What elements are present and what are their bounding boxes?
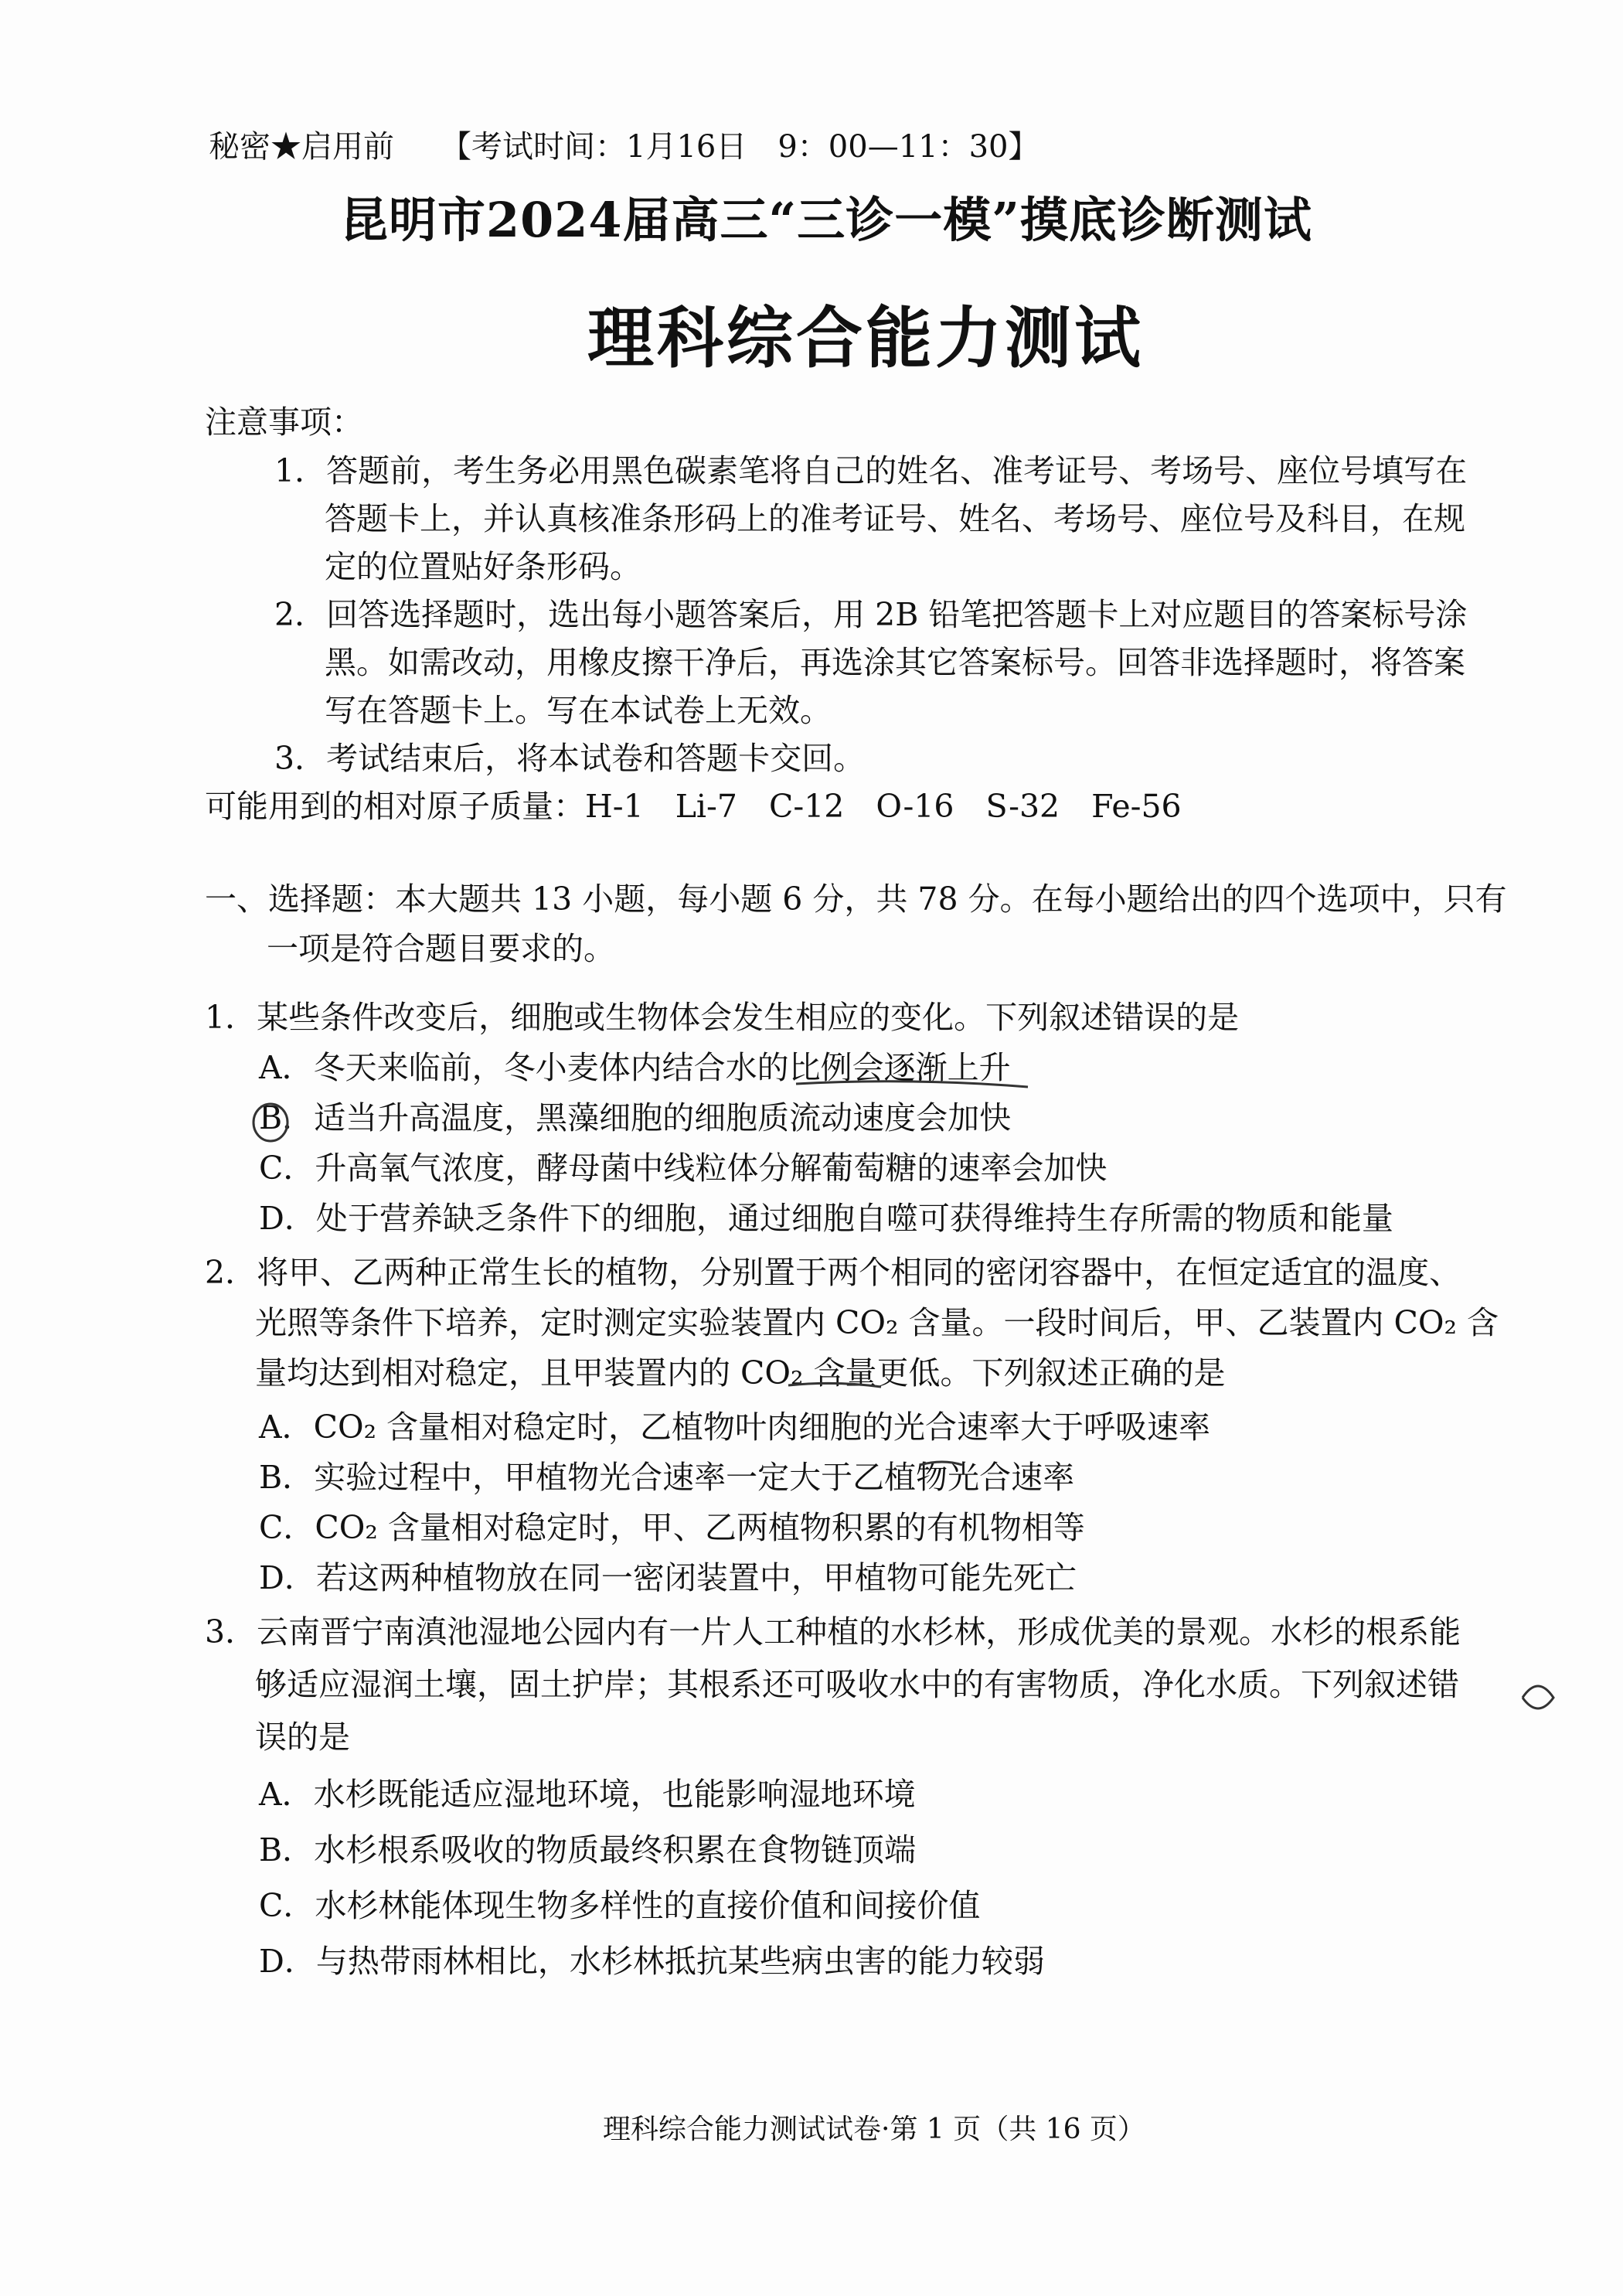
question-3-stem-line-1: 3．云南晋宁南滇池湿地公园内有一片人工种植的水杉林，形成优美的景观。水杉的根系能: [205, 1613, 1461, 1650]
question-1-option-c: C．升高氧气浓度，酵母菌中线粒体分解葡萄糖的速率会加快: [259, 1150, 1108, 1187]
question-2-option-c: C．CO₂ 含量相对稳定时，甲、乙两植物积累的有机物相等: [259, 1509, 1085, 1546]
underline-mark: [788, 1383, 881, 1387]
question-2-stem-line-2: 光照等条件下培养，定时测定实验装置内 CO₂ 含量。一段时间后，甲、乙装置内 CO₂ 含: [255, 1304, 1499, 1341]
question-3-stem-line-3: 误的是: [255, 1719, 350, 1756]
notice-text: 回答选择题时，选出每小题答案后，用 2B 铅笔把答题卡上对应题目的答案标号涂: [326, 596, 1468, 633]
confidential-label: 秘密★启用前: [209, 129, 394, 165]
underline-mark: [796, 1082, 1028, 1087]
question-3-option-c: C．水杉林能体现生物多样性的直接价值和间接价值: [259, 1887, 981, 1924]
notice-number: 1．: [274, 452, 327, 489]
dash-mark: [920, 1462, 962, 1465]
question-2-option-a: A．CO₂ 含量相对稳定时，乙植物叶肉细胞的光合速率大于呼吸速率: [259, 1409, 1211, 1446]
question-1-option-b: B．适当升高温度，黑藻细胞的细胞质流动速度会加快: [259, 1099, 1012, 1136]
question-1-option-d: D．处于营养缺乏条件下的细胞，通过细胞自噬可获得维持生存所需的物质和能量: [259, 1200, 1393, 1237]
exam-time: 【考试时间：1月16日 9：00—11：30】: [441, 129, 1039, 165]
notice-2-line-2: 黑。如需改动，用橡皮擦干净后，再选涂其它答案标号。回答非选择题时，将答案: [325, 644, 1465, 681]
circle-mark: [1523, 1686, 1553, 1708]
answer-circle-mark: [253, 1104, 288, 1141]
question-2-stem-line-3: 量均达到相对稳定，且甲装置内的 CO₂ 含量更低。下列叙述正确的是: [255, 1354, 1226, 1392]
question-2-option-d: D．若这两种植物放在同一密闭装置中，甲植物可能先死亡: [259, 1559, 1077, 1596]
question-2-option-b: B．实验过程中，甲植物光合速率一定大于乙植物光合速率: [259, 1459, 1075, 1496]
notice-1-line-2: 答题卡上，并认真核准条形码上的准考证号、姓名、考场号、座位号及科目，在规: [325, 500, 1465, 537]
notice-text: 答题前，考生务必用黑色碳素笔将自己的姓名、准考证号、考场号、座位号填写在: [326, 452, 1468, 489]
section-heading-line-2: 一项是符合题目要求的。: [267, 930, 615, 967]
question-3-stem-line-2: 够适应湿润土壤，固土护岸；其根系还可吸收水中的有害物质，净化水质。下列叙述错: [255, 1666, 1459, 1703]
question-1-stem: 1．某些条件改变后，细胞或生物体会发生相应的变化。下列叙述错误的是: [205, 999, 1240, 1036]
question-1-option-a: A．冬天来临前，冬小麦体内结合水的比例会逐渐上升: [259, 1049, 1011, 1086]
page-footer: 理科综合能力测试试卷·第 1 页（共 16 页）: [603, 2114, 1145, 2145]
notice-2-line-3: 写在答题卡上。写在本试卷上无效。: [325, 692, 832, 729]
exam-subtitle: 理科综合能力测试: [587, 299, 1144, 377]
question-3-option-a: A．水杉既能适应湿地环境，也能影响湿地环境: [259, 1776, 916, 1813]
question-2-stem-line-1: 2．将甲、乙两种正常生长的植物，分别置于两个相同的密闭容器中，在恒定适宜的温度、: [205, 1254, 1461, 1291]
exam-title: 昆明市2024届高三“三诊一模”摸底诊断测试: [340, 192, 1312, 248]
notes-heading: 注意事项：: [205, 404, 363, 441]
notice-number: 2．: [274, 596, 327, 633]
notice-number: 3．: [274, 740, 327, 777]
atomic-masses: 可能用到的相对原子质量：H-1 Li-7 C-12 O-16 S-32 Fe-56: [205, 788, 1182, 825]
notice-1-line-3: 定的位置贴好条形码。: [325, 548, 641, 585]
question-3-option-d: D．与热带雨林相比，水杉林抵抗某些病虫害的能力较弱: [259, 1943, 1045, 1980]
notice-text: 考试结束后，将本试卷和答题卡交回。: [326, 740, 866, 777]
section-heading-line-1: 一、选择题：本大题共 13 小题，每小题 6 分，共 78 分。在每小题给出的四个选项中，只有: [205, 881, 1507, 918]
question-3-option-b: B．水杉根系吸收的物质最终积累在食物链顶端: [259, 1831, 917, 1868]
